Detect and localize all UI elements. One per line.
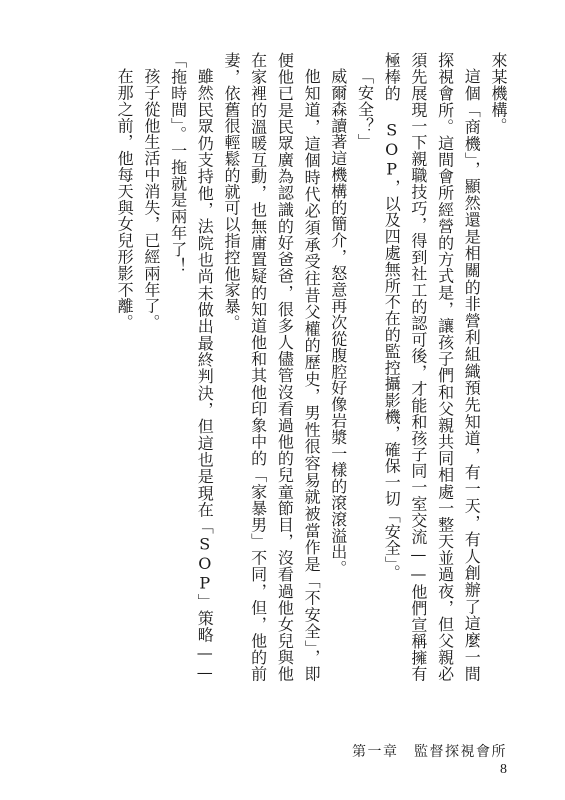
paragraph-7: 孩子從他生活中消失，已經兩年了。	[141, 68, 161, 331]
paragraph-5: 他知道，這個時代必須承受往昔父權的歷史，男性很容易就被當作是「不安全」，即便他已是民眾廣為認識的好爸爸，很多人儘管沒看過他的兒童節目，沒看過他女兒與他在家裡的溫暖互動，也無庸置疑的知道他和其他印象中的「家暴男」不同，但，他的前妻，依舊很輕鬆的就可以指控他家暴。	[221, 52, 322, 682]
paragraph-4: 威爾森讀著這機構的簡介，怒意再次從腹腔好像岩漿一樣的滾滾溢出。	[328, 68, 348, 577]
page-number: 8	[500, 762, 507, 777]
paragraph-2: 這個「商機」，顯然還是相關的非營利組織預先知道，有一天，有人創辦了這麼一間探視會所。這間會所經營的方式是，讓孩子們和父親共同相處一整天並過夜，但父親必須先展現一下親職技巧，得到社工的認可後，才能和孩子同一室交流——他們宣稱擁有極棒的 SOP，以及四處無所不在的監控攝影機，確保一切「安全」。	[382, 52, 482, 682]
body-text	[110, 52, 511, 682]
paragraph-3: 「安全？」	[355, 68, 375, 150]
paragraph-8: 在那之前，他每天與女兒形影不離。	[115, 68, 135, 331]
paragraph-1: 來某機構。	[489, 52, 508, 134]
running-head: 第一章 監督探視會所	[352, 744, 507, 760]
paragraph-6: 雖然民眾仍支持他，法院也尚未做出最終判決，但這也是現在「SOP」策略——「拖時間」。一拖就是兩年了！	[168, 52, 215, 682]
